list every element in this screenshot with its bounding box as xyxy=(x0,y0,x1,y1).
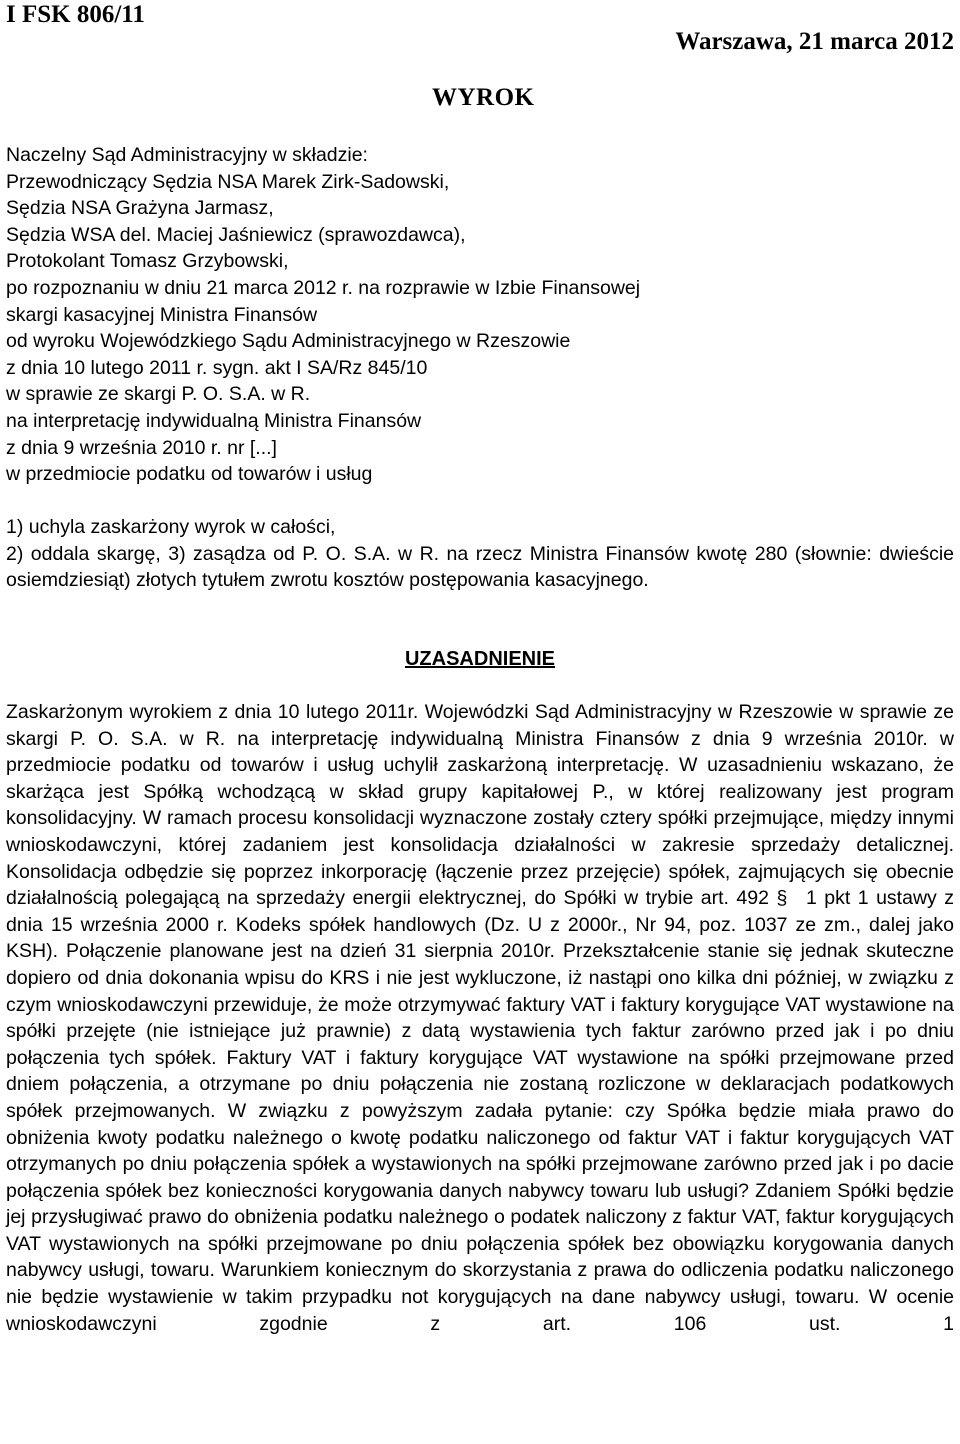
composition-line: od wyroku Wojewódzkiego Sądu Administracyjnego w Rzeszowie xyxy=(6,330,571,353)
case-number: I FSK 806/11 xyxy=(6,1,145,28)
ruling-point-2: 2) oddala skargę, 3) zasądza od P. O. S.A. w R. na rzecz Ministra Finansów kwotę 280 (słownie: dwieście osiemdziesiąt) złotych tytułem zwrotu kosztów postępowania kasacyjnego. xyxy=(6,542,954,592)
justification-text xyxy=(6,699,954,1337)
court-composition xyxy=(6,142,954,488)
justification-text-part-1: Zaskarżonym wyrokiem z dnia 10 lutego 2011r. Wojewódzki Sąd Administracyjny w Rzeszowie w sprawie ze skargi P. O. S.A. w R. na interpretację indywidualną Ministra Finansów z dnia 9 września 2010r. w przedmiocie podatku od towarów i usług uchylił zaskarżoną interpretację. W uzasadnieniu wskazano, że skarżąca jest Spółką wchodzącą w skład grupy kapitałowej P., w której realizowany jest program konsolidacyjny. W ramach procesu konsolidacji wyznaczone zostały cztery spółki przejmujące, między innymi wnioskodawczyni, której zadaniem jest konsolidacja działalności w zakresie sprzedaży detalicznej. Konsolidacja odbędzie się poprzez inkorporację (łączenie przez przejęcie) spółek, zajmujących się obecnie działalnością polegającą na sprzedaży energii elektrycznej, do Spółki w trybie art. 492 xyxy=(6,701,954,910)
composition-line: Protokolant Tomasz Grzybowski, xyxy=(6,250,289,273)
composition-line: Sędzia NSA Grażyna Jarmasz, xyxy=(6,197,274,220)
section-symbol: § xyxy=(776,887,788,910)
composition-line: skargi kasacyjnej Ministra Finansów xyxy=(6,303,318,326)
composition-line: Naczelny Sąd Administracyjny w składzie: xyxy=(6,144,368,166)
composition-line: Przewodniczący Sędzia NSA Marek Zirk-Sadowski, xyxy=(6,170,450,193)
composition-line: w przedmiocie podatku od towarów i usług xyxy=(6,463,373,486)
composition-line: na interpretację indywidualną Ministra Finansów xyxy=(6,409,422,432)
composition-line: po rozpoznaniu w dniu 21 marca 2012 r. na rozprawie w Izbie Finansowej xyxy=(6,276,641,299)
ruling-point-1: 1) uchyla zaskarżony wyrok w całości, xyxy=(6,516,336,538)
composition-line: z dnia 10 lutego 2011 r. sygn. akt I SA/Rz 845/10 xyxy=(6,356,428,379)
composition-line: z dnia 9 września 2010 r. nr [...] xyxy=(6,436,277,459)
justification-heading: UZASADNIENIE xyxy=(404,648,555,670)
ruling xyxy=(6,514,954,594)
justification-text-part-2: 1 pkt 1 ustawy z dnia 15 września 2000 r. Kodeks spółek handlowych (Dz. U z 2000r., Nr 94, poz. 1037 ze zm., dalej jako KSH). Połączenie planowane jest na dzień 31 sierpnia 2010r. Przekształcenie stanie się jednak skuteczne dopiero od dnia dokonania wpisu do KRS i nie jest wykluczone, iż nastąpi ono kilka dni później, w związku z czym wnioskodawczyni przewiduje, że może otrzymywać faktury VAT i faktury korygujące VAT wystawione na spółki przejęte (nie istniejące już prawnie) z datą wystawienia tych faktur zarówno przed jak i po dniu połączenia tych spółek. Faktury VAT i faktury korygujące VAT wystawione na spółki przejmowane przed dniem połączenia, a otrzymane po dniu połączenia nie zostaną rozliczone w deklaracjach podatkowych spółek przejmowanych. W związku z powyższym zadała pytanie: czy Spółka będzie miała prawo do obniżenia kwoty podatku należnego o kwotę podatku naliczonego od faktur VAT i faktur korygujących VAT otrzymanych po dniu połączenia spółek a wystawionych na spółki przejmowane zarówno przed jak i po dacie połączenia spółek bez konieczności korygowania danych nabywcy towaru lub usługi? Zdaniem Spółki będzie jej przysługiwać prawo do obniżenia podatku należnego o podatek naliczony z faktur VAT, faktur korygujących VAT wystawionych na spółki przejmowane po dniu połączenia spółek bez obowiązku korygowania danych nabywcy usługi, towaru. Warunkiem koniecznym do skorzystania z prawa do odliczenia podatku naliczonego nie będzie wystawienie w takim przypadku not korygujących na dane nabywcy usługi, towaru. W ocenie wnioskodawczyni zgodnie z art. 106 ust. 1 xyxy=(6,887,955,1335)
composition-line: w sprawie ze skargi P. O. S.A. w R. xyxy=(6,383,311,406)
document-date: Warszawa, 21 marca 2012 xyxy=(675,28,954,55)
composition-line: Sędzia WSA del. Maciej Jaśniewicz (sprawozdawca), xyxy=(6,223,466,246)
verdict-title: WYROK xyxy=(432,84,535,111)
